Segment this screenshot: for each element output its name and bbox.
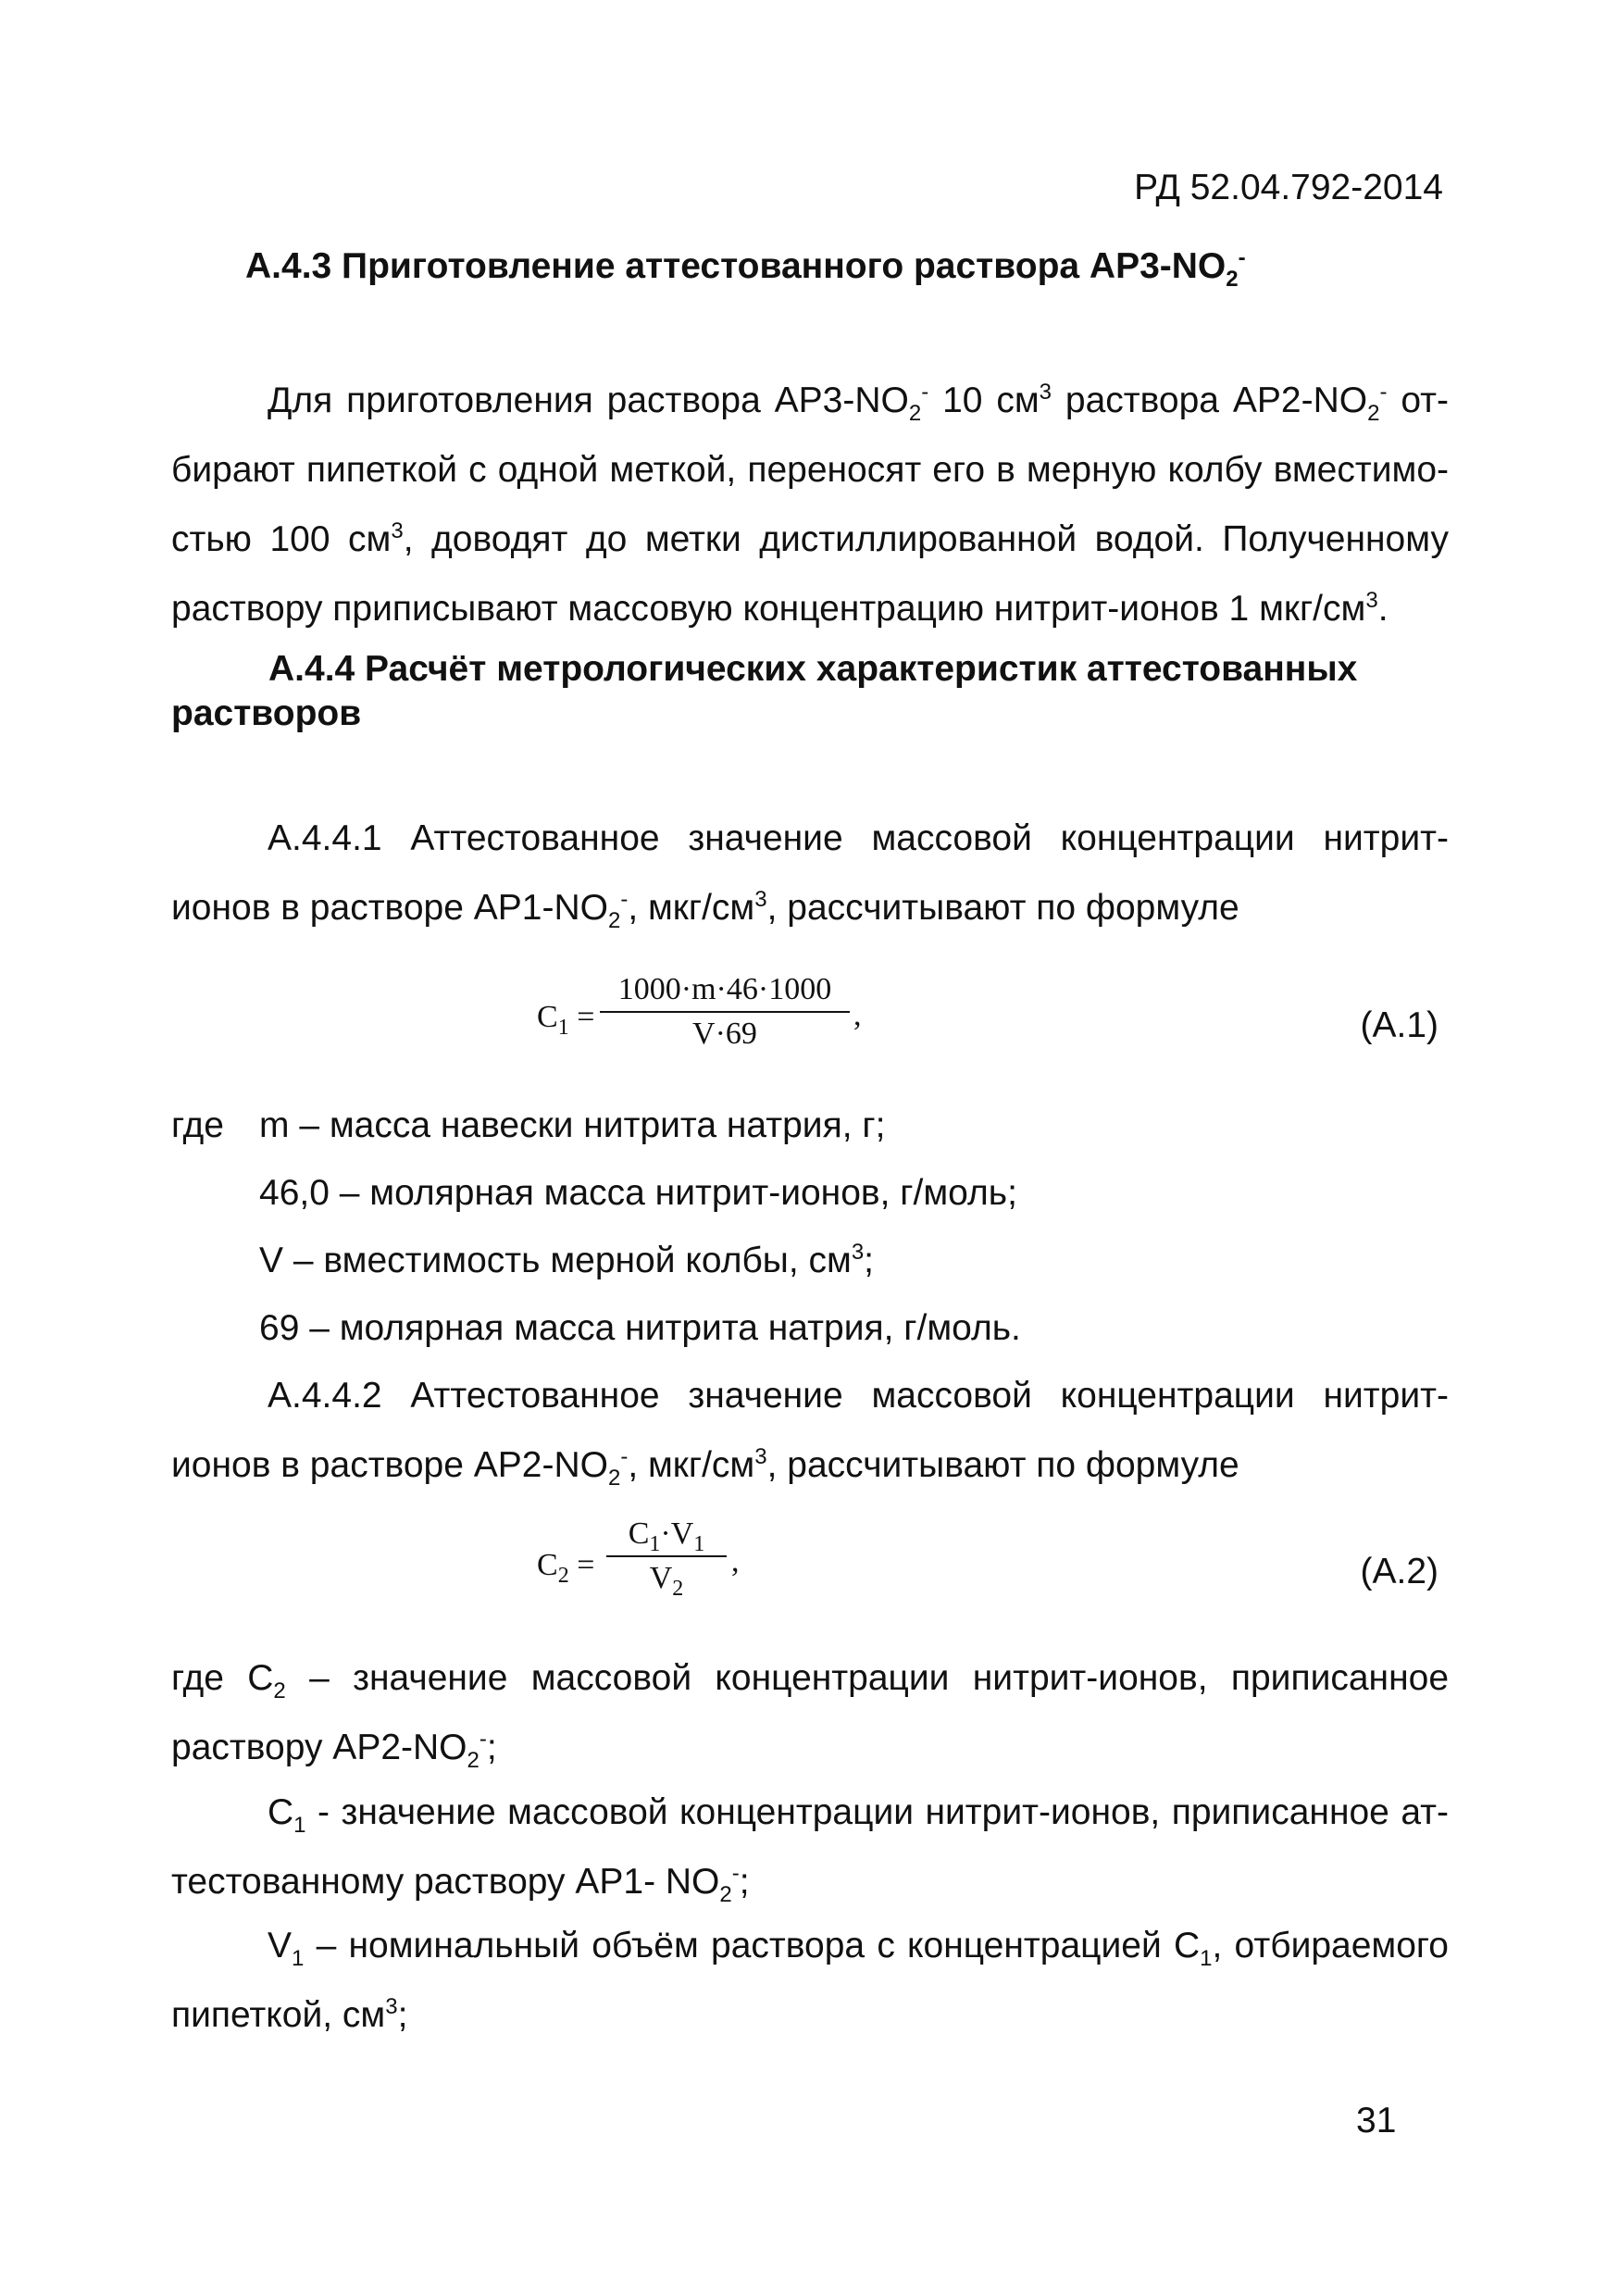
formula-a1-fraction: [600, 972, 850, 1052]
section-heading-a44-cont: растворов: [171, 693, 362, 733]
where-v1: $V_1$ – номинальный объём раствора с концентрацией $C_1$, отбираемого пипеткой, $см^3$;: [171, 1926, 1449, 2035]
where-item-69: 69 – молярная масса нитрита натрия, г/моль.: [259, 1308, 1021, 1348]
formula-a2-fraction: [606, 1516, 727, 1601]
formula-a2-label: (А.2): [1360, 1552, 1438, 1591]
page-number: 31: [1356, 2101, 1397, 2140]
where-item-46: 46,0 – молярная масса нитрит-ионов, г/моль;: [259, 1173, 1017, 1213]
formula-a2-denominator: $V_2$: [649, 1561, 684, 1601]
paragraph-a4442: А.4.4.2 Аттестованное значение массовой концентрации нитрит- ионов в растворе $АР2-NO_2^-$, мкг/$см^3$, рассчитывают по формуле: [171, 1376, 1449, 1491]
formula-a1-comma: ,: [853, 998, 862, 1032]
section-heading-a43: А.4.3 Приготовление аттестованного раствора $АР3-NO_2^-$: [245, 245, 1246, 292]
formula-a2-comma: ,: [731, 1544, 740, 1578]
paragraph-a43: Для приготовления раствора $АР3-NO_2^-$ 10 $см^3$ раствора $АР2-NO_2^-$ от- бирают пипеткой с одной меткой, переносят его в мерную колбу вместимо- стью 100 $см^3$, доводят до метки дистиллированной водой. Полученному раствору приписывают массовую концентрацию нитрит-ионов 1 мкг/$см^3$.: [171, 380, 1449, 629]
where-item-v: V – вместимость мерной колбы, $см^3$;: [259, 1240, 875, 1280]
where-c1: $C_1$ - значение массовой концентрации нитрит-ионов, приписанное ат- тестованному раствору АР1- $NO_2^-$;: [171, 1792, 1449, 1907]
where-label: где: [171, 1105, 224, 1145]
document-code: РД 52.04.792-2014: [1134, 168, 1443, 207]
where-c2: где $C_2$ – значение массовой концентрации нитрит-ионов, приписанное раствору $АР2-NO_2^-$;: [171, 1658, 1450, 1773]
formula-a1-numerator: 1000·m·46·1000: [600, 972, 850, 1013]
where-item-m: m – масса навески нитрита натрия, г;: [259, 1105, 886, 1145]
section-heading-a44: А.4.4 Расчёт метрологических характеристик аттестованных: [268, 649, 1358, 689]
formula-a1-denominator: V·69: [692, 1017, 757, 1051]
formula-a1-lhs: $C_1$ =: [537, 1000, 595, 1040]
formula-a2-numerator: $C_1\cdot V_1$: [606, 1516, 727, 1557]
formula-a1-label: (А.1): [1360, 1005, 1438, 1045]
paragraph-a4441: А.4.4.1 Аттестованное значение массовой концентрации нитрит- ионов в растворе $АР1-NO_2^-$, мкг/$см^3$, рассчитывают по формуле: [171, 818, 1449, 933]
formula-a2-lhs: $C_2$ =: [537, 1548, 595, 1588]
